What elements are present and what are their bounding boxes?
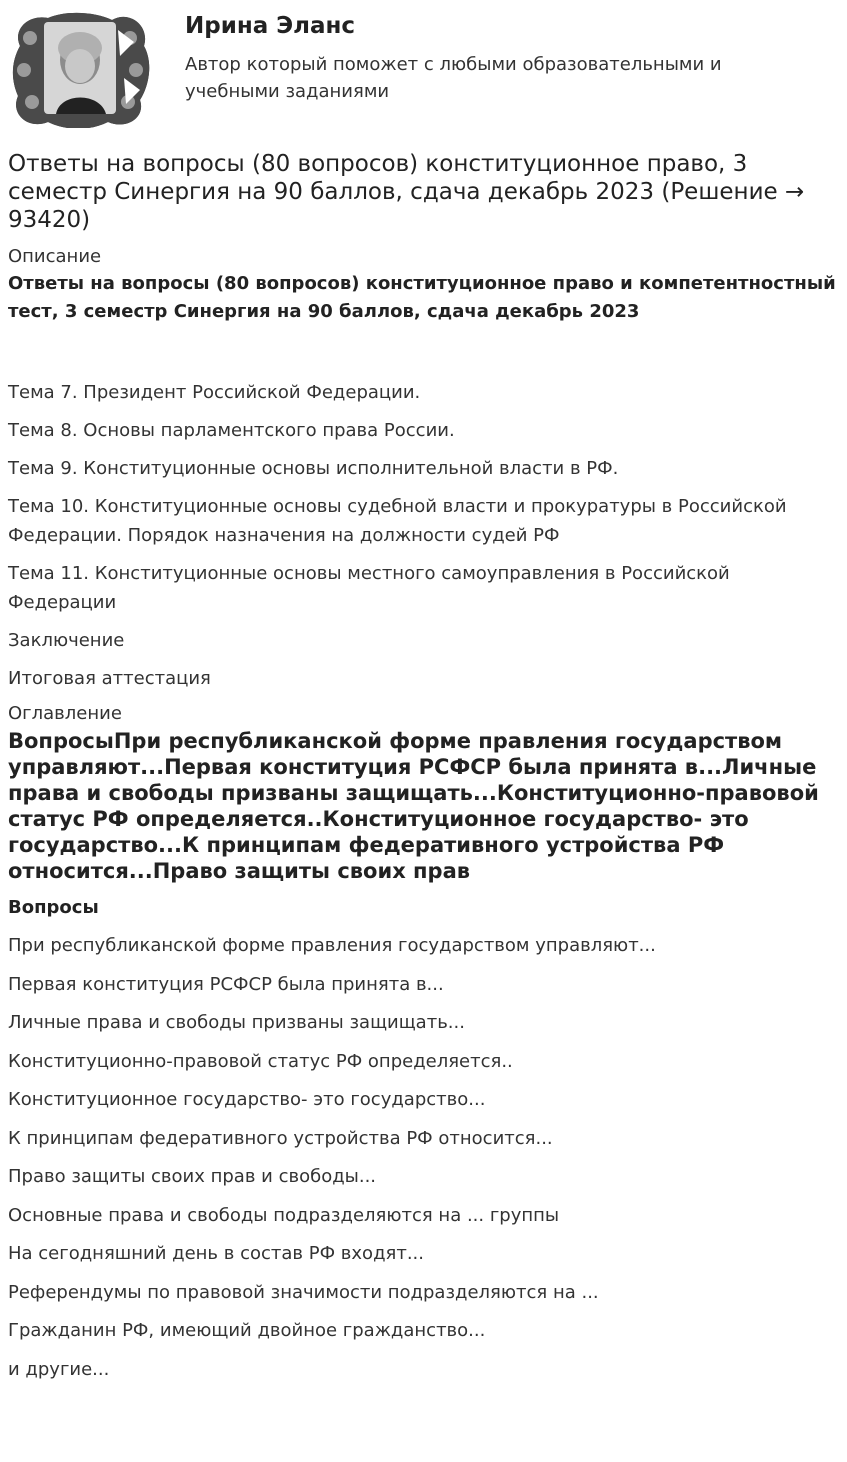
avatar-image [8,8,153,128]
description-label: Описание [8,246,102,267]
topic-item: Заключение [8,630,125,651]
question-list [8,934,840,1382]
topic-item: Тема 7. Президент Российской Федерации. [8,382,421,403]
question-item: Гражданин РФ, имеющий двойное гражданство... [8,1320,486,1341]
topic-item: Тема 11. Конституционные основы местного самоуправления в Российской Федерации [8,563,730,613]
description-summary: Ответы на вопросы (80 вопросов) конституционное право и компетентностный тест, 3 семестр Синергия на 90 баллов, сдача декабрь 2023 [8,273,836,322]
main-content [8,150,840,1396]
toc-label: Оглавление [8,703,122,724]
question-item: Право защиты своих прав и свободы... [8,1166,377,1187]
page-title: Ответы на вопросы (80 вопросов) конституционное право, 3 семестр Синергия на 90 баллов, сдача декабрь 2023 (Решение → 93420) [8,151,805,233]
author-name[interactable]: Ирина Эланс [185,13,356,39]
question-item: Конституционно-правовой статус РФ определяется.. [8,1050,513,1072]
author-card [8,8,838,128]
topic-item: Тема 10. Конституционные основы судебной власти и прокуратуры в Российской Федерации. Порядок назначения на должности судей РФ [8,496,787,546]
topic-item: Итоговая аттестация [8,668,211,689]
question-item: Референдумы по правовой значимости подразделяются на ... [8,1281,599,1303]
toc-heading: ВопросыПри республиканской форме правления государством управляют...Первая конституция РСФСР была принята в...Личные права и свободы призваны защищать...Конституционно-правовой статус РФ определяется..Конституционное государство- это государство...К принципам федеративного устройства РФ относится...Право защиты своих прав [8,729,819,883]
questions-label: Вопросы [8,897,99,918]
question-item: На сегодняшний день в состав РФ входят... [8,1243,424,1264]
question-item: и другие... [8,1358,110,1380]
question-item: Первая конституция РСФСР была принята в... [8,973,444,995]
avatar [8,8,153,128]
question-item: Основные права и свободы подразделяются на ... группы [8,1204,560,1226]
question-item: К принципам федеративного устройства РФ относится... [8,1127,553,1149]
author-description: Автор который поможет с любыми образовательными и учебными заданиями [185,54,722,102]
spacer [8,326,840,378]
question-item: Личные права и свободы призваны защищать... [8,1012,465,1033]
question-item: Конституционное государство- это государство... [8,1089,486,1110]
question-item: При республиканской форме правления государством управляют... [8,935,656,956]
topic-item: Тема 9. Конституционные основы исполнительной власти в РФ. [8,458,619,479]
topic-item: Тема 8. Основы парламентского права России. [8,420,455,441]
topic-list [8,378,840,693]
